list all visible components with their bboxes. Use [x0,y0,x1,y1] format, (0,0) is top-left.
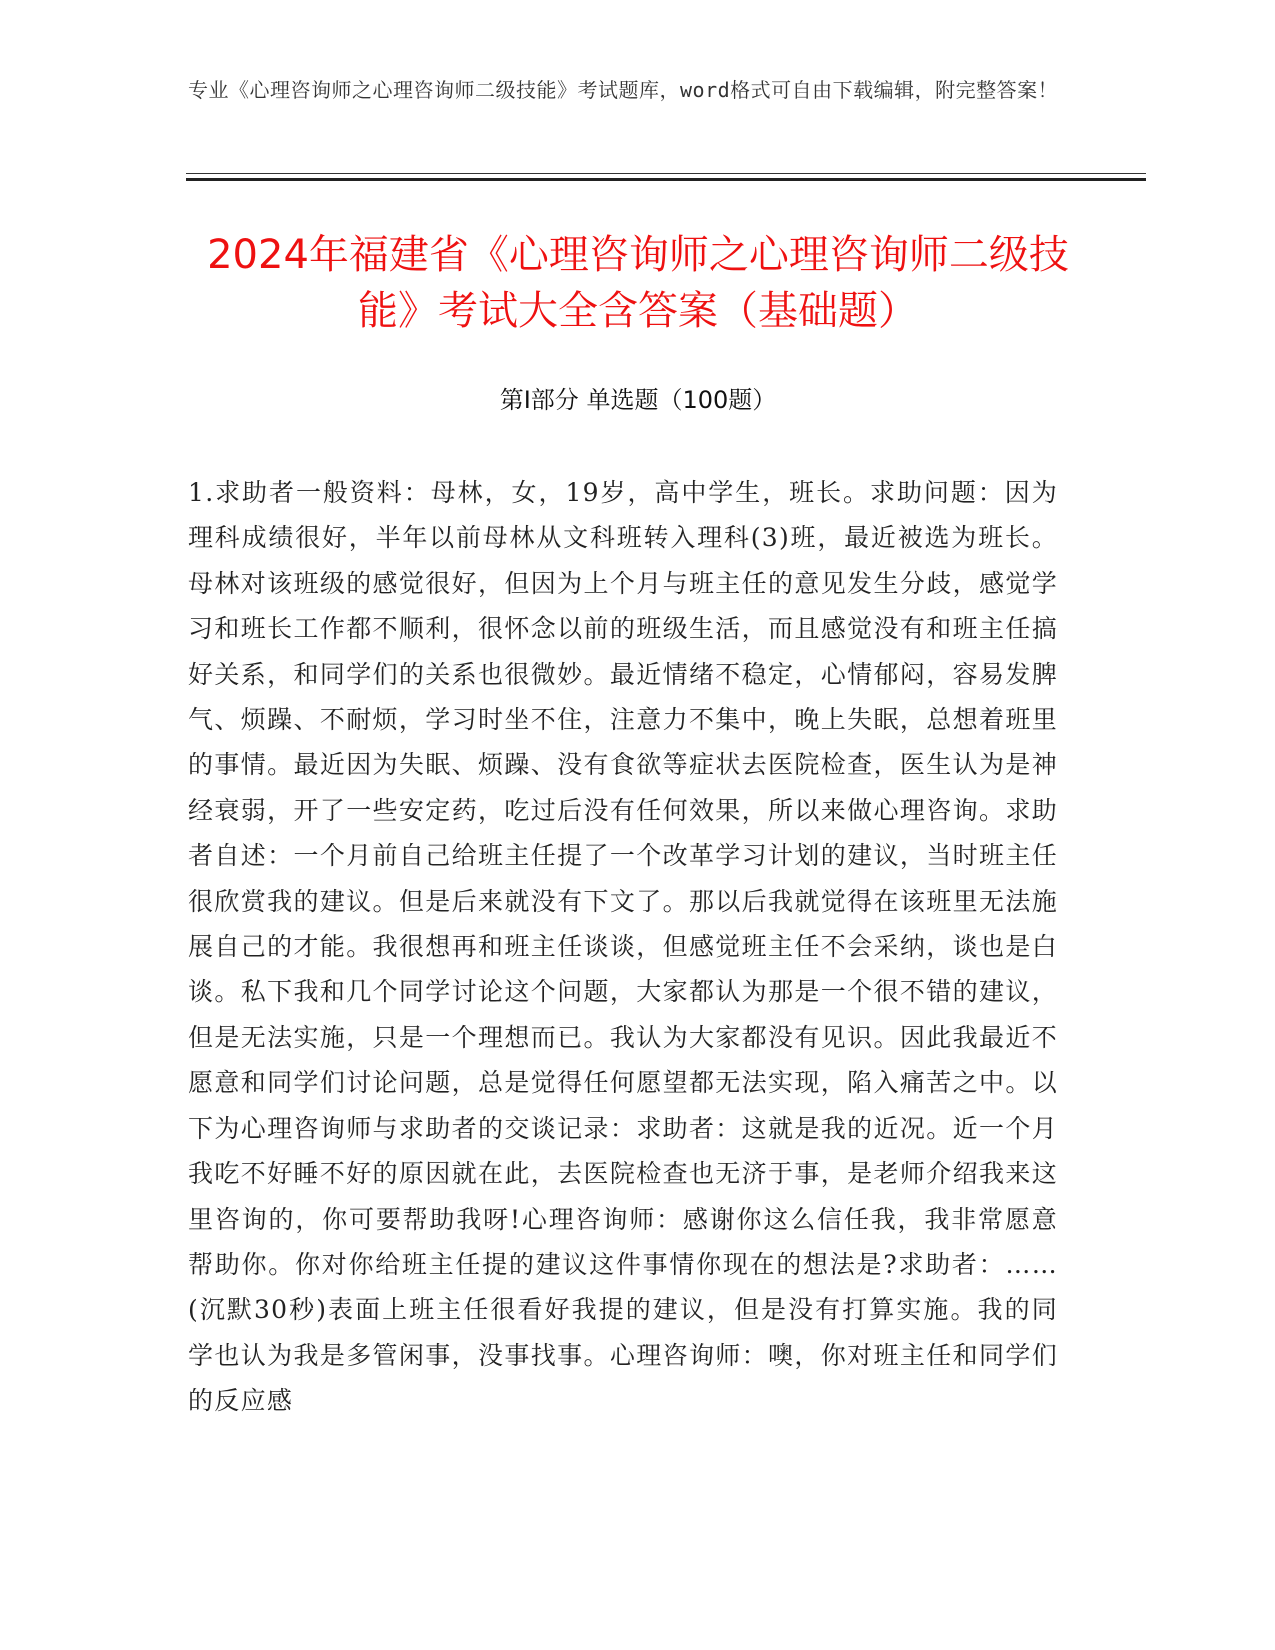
document-title: 2024年福建省《心理咨询师之心理咨询师二级技能》考试大全含答案（基础题） [207,231,1069,334]
header-divider-thin [186,173,1146,174]
header-divider-thick [186,178,1146,181]
header-note: 专业《心理咨询师之心理咨询师二级技能》考试题库，word格式可自由下载编辑，附完整答案！ [188,78,1059,102]
question-1-text: 1.求助者一般资料：母林，女，19岁，高中学生，班长。求助问题：因为理科成绩很好，半年以前母林从文科班转入理科(3)班，最近被选为班长。母林对该班级的感觉很好，但因为上个月与班主任的意见发生分歧，感觉学习和班长工作都不顺利，很怀念以前的班级生活，而且感觉没有和班主任搞好关系，和同学们的关系也很微妙。最近情绪不稳定，心情郁闷，容易发脾气、烦躁、不耐烦，学习时坐不住，注意力不集中，晚上失眠，总想着班里的事情。最近因为失眠、烦躁、没有食欲等症状去医院检查，医生认为是神经衰弱，开了一些安定药，吃过后没有任何效果，所以来做心理咨询。求助者自述：一个月前自己给班主任提了一个改革学习计划的建议，当时班主任很欣赏我的建议。但是后来就没有下文了。那以后我就觉得在该班里无法施展自己的才能。我很想再和班主任谈谈，但感觉班主任不会采纳，谈也是白谈。私下我和几个同学讨论这个问题，大家都认为那是一个很不错的建议，但是无法实施，只是一个理想而已。我认为大家都没有见识。因此我最近不愿意和同学们讨论问题，总是觉得任何愿望都无法实现，陷入痛苦之中。以下为心理咨询师与求助者的交谈记录：求助者：这就是我的近况。近一个月我吃不好睡不好的原因就在此，去医院检查也无济于事，是老师介绍我来这里咨询的，你可要帮助我呀!心理咨询师：感谢你这么信任我，我非常愿意帮助你。你对你给班主任提的建议这件事情你现在的想法是?求助者：……(沉默30秒)表面上班主任很看好我提的建议，但是没有打算实施。我的同学也认为我是多管闲事，没事找事。心理咨询师：噢，你对班主任和同学们的反应感 [188,478,1058,1416]
section-heading: 第Ⅰ部分 单选题（100题） [499,386,777,414]
